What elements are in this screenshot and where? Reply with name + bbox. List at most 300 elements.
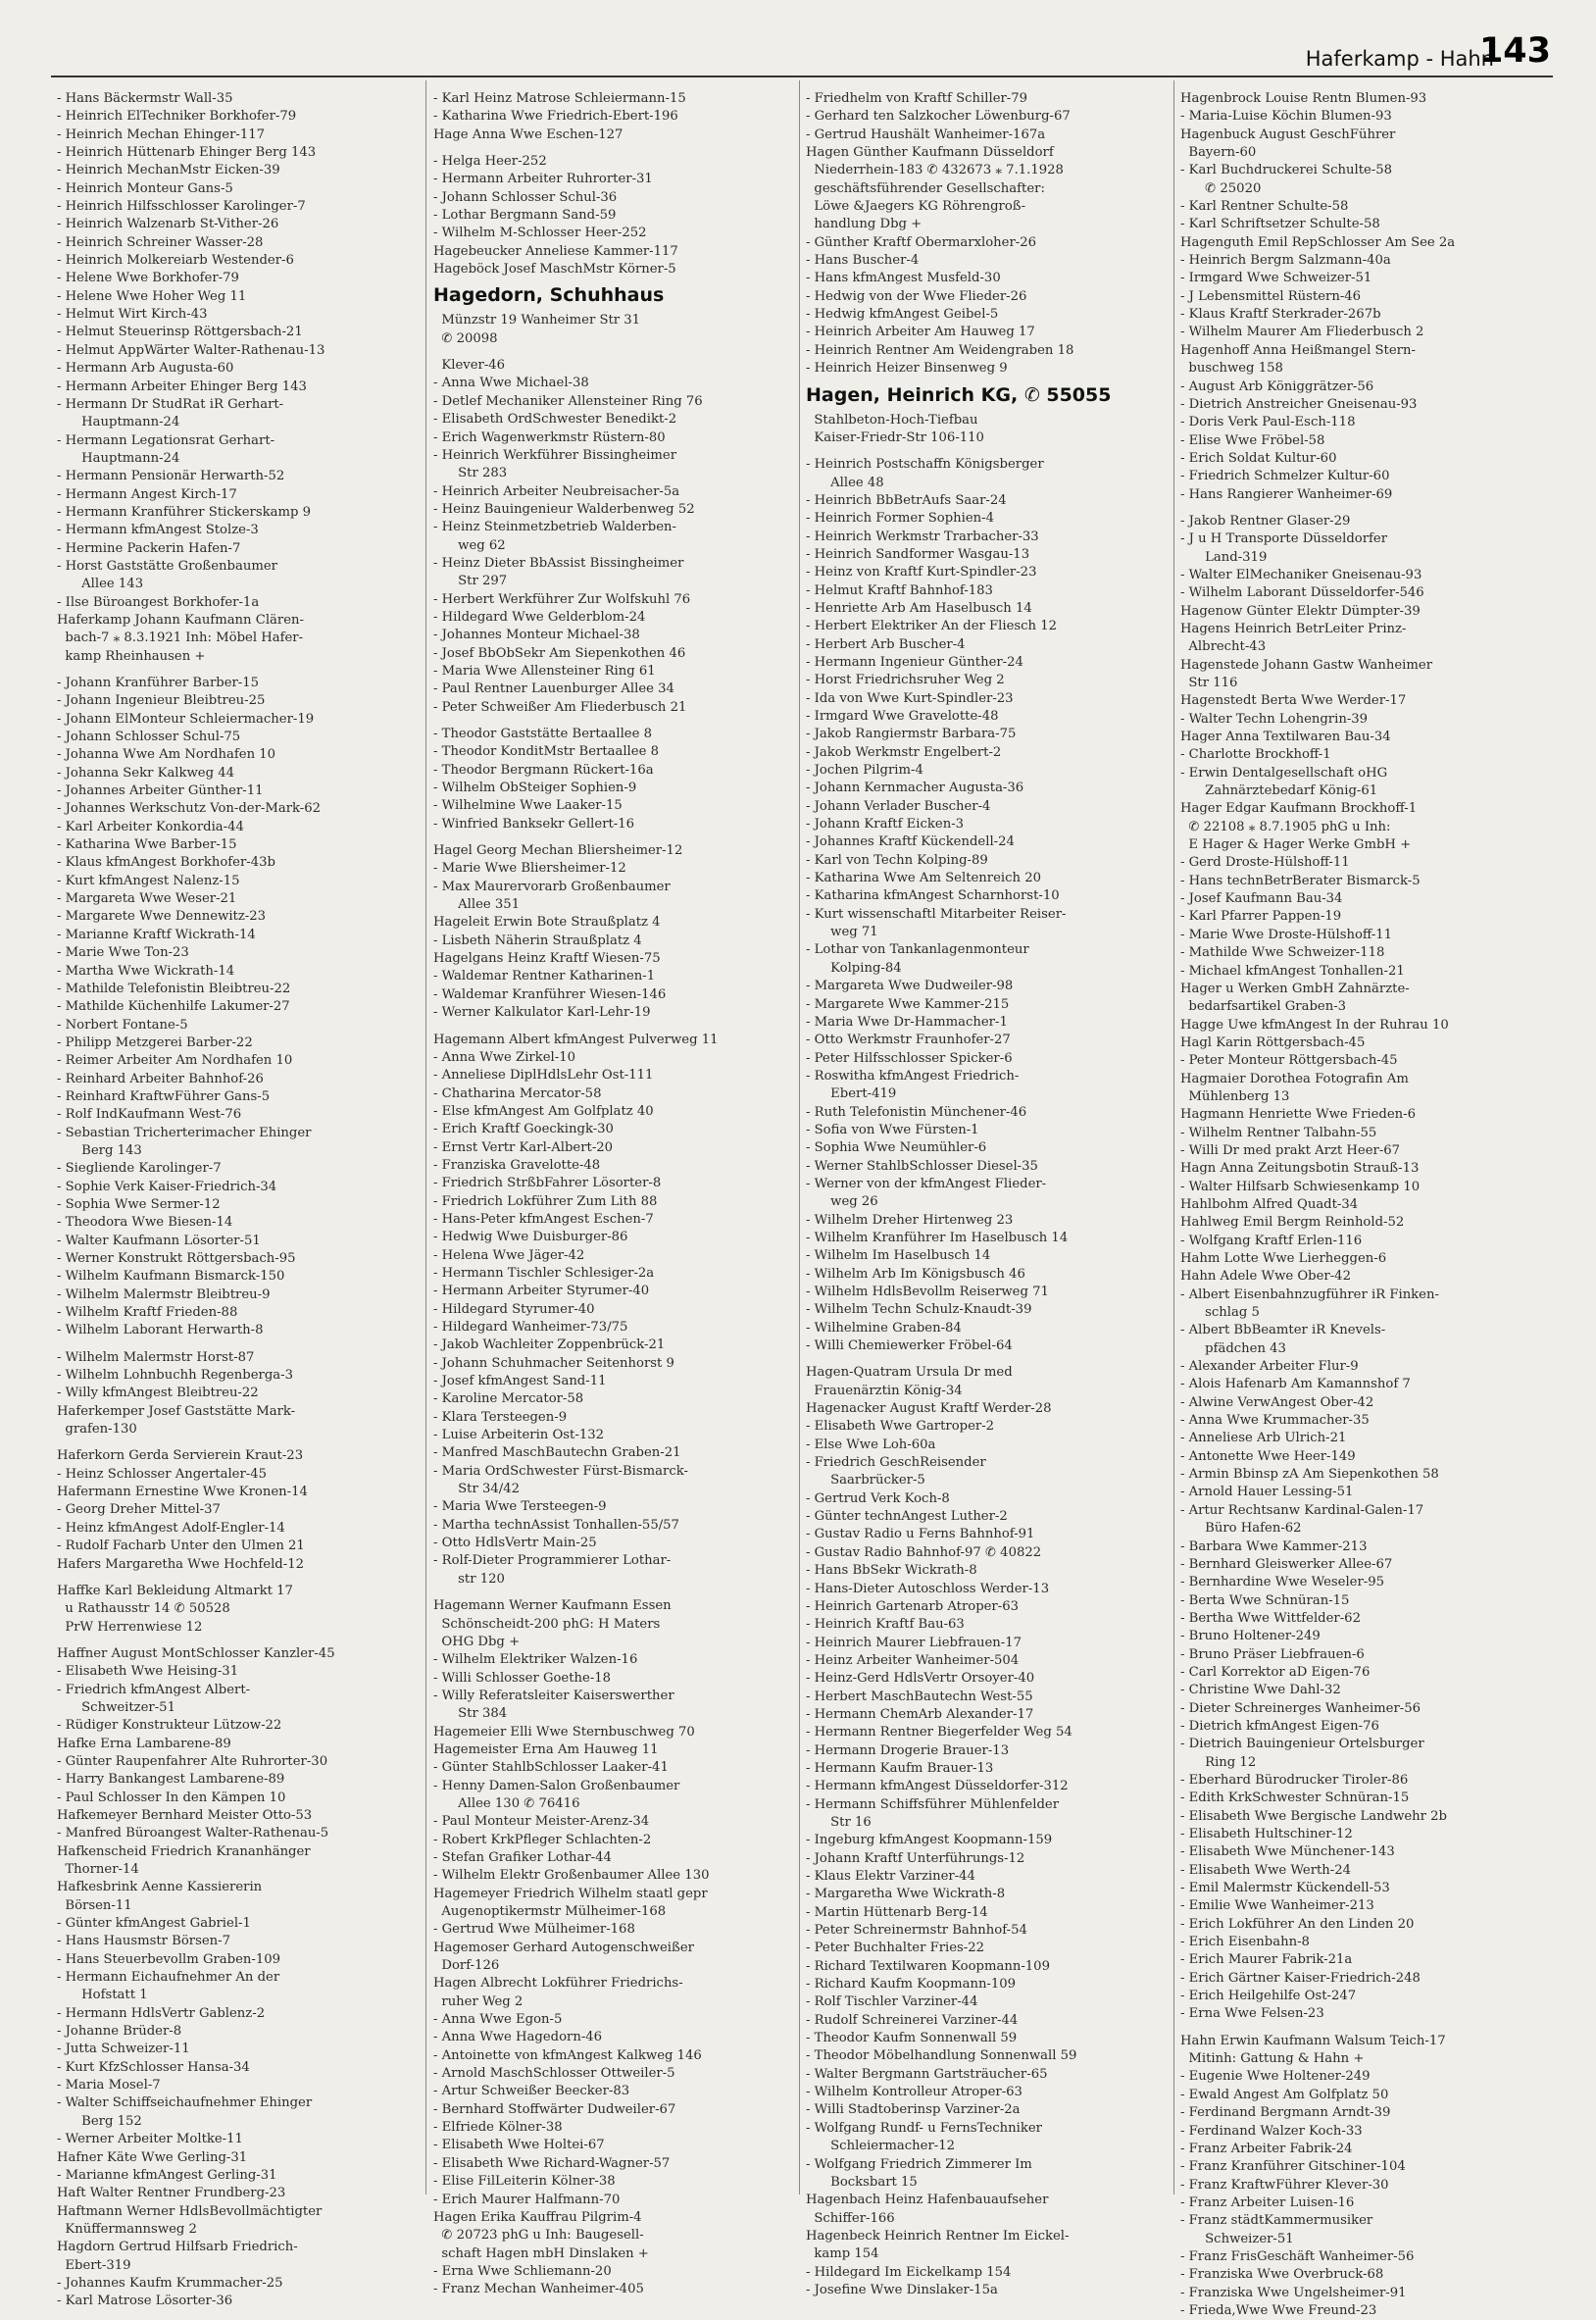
directory-entry: - Wilhelm Kaufmann Bismarck-150	[57, 1269, 285, 1285]
page-number: 143	[1478, 31, 1551, 71]
directory-entry: - Wilhelm Kraftf Frieden-88	[57, 1305, 238, 1321]
directory-entry: - Wilhelm Lohnbuchh Regenberga-3	[57, 1368, 293, 1384]
directory-entry: Frauenärztin König-34	[806, 1383, 963, 1398]
running-head: Haferkamp - Hahn	[1305, 47, 1494, 71]
header-rule	[51, 76, 1553, 77]
directory-entry: - Maria-Luise Köchin Blumen-93	[1180, 109, 1392, 125]
directory-column-3	[806, 90, 1165, 2299]
directory-entry: - Reinhard Arbeiter Bahnhof-26	[57, 1071, 264, 1086]
directory-entry: - Helga Heer-252	[433, 154, 547, 170]
directory-entry: OHG Dbg +	[433, 1634, 521, 1649]
directory-entry: Hagenguth Emil RepSchlosser Am See 2a	[1180, 234, 1456, 250]
directory-entry: - Lisbeth Näherin Straußplatz 4	[433, 933, 642, 948]
directory-entry: Klever-46	[433, 358, 506, 374]
directory-entry: Schleiermacher-12	[806, 2139, 956, 2154]
directory-entry: - Kurt KfzSchlosser Hansa-34	[57, 2059, 250, 2075]
directory-entry: - Erwin Dentalgesellschaft oHG	[1180, 765, 1388, 781]
directory-entry: pfädchen 43	[1180, 1340, 1286, 1356]
directory-entry: Hagdorn Gertrud Hilfsarb Friedrich-	[57, 2240, 298, 2255]
directory-entry: Hafkesbrink Aenne Kassiererin	[57, 1880, 263, 1895]
directory-entry: - Peter Schweißer Am Fliederbusch 21	[433, 699, 687, 715]
directory-entry: - Marie Wwe Bliersheimer-12	[433, 861, 626, 877]
directory-entry: - Heinz Dieter BbAssist Bissingheimer	[433, 555, 684, 571]
directory-entry: - Margarete Wwe Kammer-215	[806, 996, 1010, 1012]
directory-entry: - Jakob Wachleiter Zoppenbrück-21	[433, 1337, 666, 1353]
directory-entry: - Hans technBetrBerater Bismarck-5	[1180, 873, 1421, 888]
directory-entry: - Johann Kraftf Eicken-3	[806, 817, 965, 832]
directory-entry: Bayern-60	[1180, 145, 1257, 161]
directory-entry: grafen-130	[57, 1422, 137, 1437]
directory-entry: - Lothar von Tankanlagenmonteur	[806, 942, 1029, 958]
directory-entry: - Peter Monteur Röttgersbach-45	[1180, 1053, 1398, 1069]
directory-entry: Hagenbach Heinz Hafenbauaufseher	[806, 2193, 1049, 2208]
directory-entry: - Hermann Pensionär Herwarth-52	[57, 469, 285, 484]
directory-entry: Hauptmann-24	[57, 450, 180, 466]
directory-entry: - Martin Hüttenarb Berg-14	[806, 1904, 988, 1920]
directory-entry: - Hans Rangierer Wanheimer-69	[1180, 486, 1393, 502]
directory-entry: - Margareta Wwe Dudweiler-98	[806, 979, 1014, 994]
directory-entry: - Erich Maurer Halfmann-70	[433, 2192, 621, 2207]
directory-entry: - Johannes Werkschutz Von-der-Mark-62	[57, 801, 322, 817]
directory-entry: Schiffer-166	[806, 2210, 895, 2226]
directory-entry: Hafkemeyer Bernhard Meister Otto-53	[57, 1807, 313, 1823]
directory-entry: - Franziska Wwe Ungelsheimer-91	[1180, 2285, 1407, 2300]
directory-entry: - Franz Mechan Wanheimer-405	[433, 2282, 644, 2297]
directory-entry: - Erna Wwe Schliemann-20	[433, 2263, 612, 2279]
directory-entry: - Elisabeth Wwe Münchener-143	[1180, 1844, 1395, 1860]
directory-entry: - Henny Damen-Salon Großenbaumer	[433, 1778, 680, 1793]
directory-entry: - Werner von der kfmAngest Flieder-	[806, 1176, 1047, 1191]
directory-entry: - Bruno Präser Liebfrauen-6	[1180, 1646, 1365, 1662]
directory-entry: - Anna Wwe Krummacher-35	[1180, 1413, 1370, 1429]
directory-entry: - Theodor Möbelhandlung Sonnenwall 59	[806, 2048, 1077, 2064]
directory-entry: - Willi Chemiewerker Fröbel-64	[806, 1338, 1013, 1354]
directory-entry: - Anna Wwe Egon-5	[433, 2012, 563, 2028]
directory-entry: - Georg Dreher Mittel-37	[57, 1502, 221, 1518]
directory-entry: - Heinrich Schreiner Wasser-28	[57, 234, 264, 250]
directory-entry: - Reimer Arbeiter Am Nordhafen 10	[57, 1053, 293, 1069]
directory-entry: E Hager & Hager Werke GmbH +	[1180, 837, 1412, 853]
directory-entry: - Johanna Wwe Am Nordhafen 10	[57, 747, 276, 763]
directory-entry: - Chatharina Mercator-58	[433, 1085, 602, 1101]
directory-entry: - Reinhard KraftwFührer Gans-5	[57, 1088, 271, 1104]
directory-entry: - Walter Kaufmann Lösorter-51	[57, 1233, 261, 1248]
directory-entry: - Günter StahlbSchlosser Laaker-41	[433, 1760, 669, 1776]
directory-entry: - Gustav Radio u Ferns Bahnhof-91	[806, 1527, 1035, 1542]
directory-entry: Str 384	[433, 1706, 508, 1722]
directory-entry: - Franz städtKammermusiker	[1180, 2213, 1373, 2229]
directory-entry: - Anna Wwe Michael-38	[433, 376, 589, 391]
directory-entry: - Friedrich GeschReisender	[806, 1455, 986, 1471]
directory-entry: - Franz Arbeiter Fabrik-24	[1180, 2141, 1353, 2156]
directory-entry: Hage Anna Wwe Eschen-127	[433, 126, 623, 142]
directory-entry: - J u H Transporte Düsseldorfer	[1180, 531, 1388, 547]
directory-entry: - Karoline Mercator-58	[433, 1391, 584, 1407]
directory-entry: - Marie Wwe Droste-Hülshoff-11	[1180, 927, 1393, 942]
directory-entry: - Hermann Ingenieur Günther-24	[806, 654, 1023, 670]
directory-entry: - Maria Wwe Tersteegen-9	[433, 1499, 607, 1515]
directory-entry: Albrecht-43	[1180, 639, 1267, 655]
directory-entry: Hafermann Ernestine Wwe Kronen-14	[57, 1485, 308, 1500]
directory-entry: - Walter Schiffseichaufnehmer Ehinger	[57, 2095, 313, 2111]
directory-entry: - Willy Referatsleiter Kaiserswerther	[433, 1688, 674, 1703]
directory-entry: - Johann Verlader Buscher-4	[806, 798, 991, 814]
entry-gap	[1180, 504, 1539, 513]
directory-entry: - Martha Wwe Wickrath-14	[57, 963, 235, 979]
directory-entry: - Bertha Wwe Wittfelder-62	[1180, 1610, 1361, 1626]
directory-entry: - Wilhelm Techn Schulz-Knaudt-39	[806, 1302, 1032, 1318]
directory-entry: - Marianne kfmAngest Gerling-31	[57, 2167, 277, 2183]
directory-entry: - Heinrich Arbeiter Am Hauweg 17	[806, 325, 1035, 340]
directory-entry: - Erich Wagenwerkmstr Rüstern-80	[433, 429, 666, 445]
entry-gap	[806, 447, 1165, 456]
directory-entry: - Klara Tersteegen-9	[433, 1409, 568, 1425]
directory-entry: - Hermann Schiffsführer Mühlenfelder	[806, 1796, 1059, 1812]
directory-entry: - Wilhelm Elektriker Walzen-16	[433, 1652, 638, 1668]
directory-entry: Hahm Lotte Wwe Lierheggen-6	[1180, 1251, 1387, 1266]
directory-entry: - Sofia von Wwe Fürsten-1	[806, 1122, 979, 1137]
directory-entry: Dorf-126	[433, 1958, 500, 1974]
directory-entry: - Wilhelm Kontrolleur Atroper-63	[806, 2085, 1022, 2100]
directory-entry: Hahn Adele Wwe Ober-42	[1180, 1269, 1351, 1285]
directory-entry: Allee 143	[57, 577, 144, 592]
directory-entry: - Gerd Droste-Hülshoff-11	[1180, 855, 1350, 871]
directory-entry: Hagemeyer Friedrich Wilhelm staatl gepr	[433, 1886, 708, 1901]
directory-entry: - Irmgard Wwe Schweizer-51	[1180, 271, 1372, 286]
entry-gap	[433, 1023, 792, 1032]
directory-entry: - Norbert Fontane-5	[57, 1017, 188, 1033]
entry-gap	[433, 348, 792, 357]
directory-entry: - Sophia Wwe Neumühler-6	[806, 1140, 987, 1156]
directory-entry: ✆ 20723 phG u Inh: Baugesell-	[433, 2228, 644, 2244]
directory-entry: - Wilhelm Laborant Düsseldorfer-546	[1180, 585, 1424, 601]
directory-entry: - Erich Soldat Kultur-60	[1180, 450, 1337, 466]
directory-entry: - Heinrich Werkführer Bissingheimer	[433, 447, 677, 463]
entry-gap	[433, 717, 792, 726]
directory-entry: - Erich Eisenbahn-8	[1180, 1935, 1310, 1950]
directory-entry: - Werner Kalkulator Karl-Lehr-19	[433, 1005, 651, 1021]
directory-entry: geschäftsführender Gesellschafter:	[806, 180, 1045, 196]
directory-entry: - Albert BbBeamter iR Knevels-	[1180, 1323, 1386, 1338]
directory-entry: Hager Anna Textilwaren Bau-34	[1180, 730, 1391, 745]
directory-entry: - Karl Arbeiter Konkordia-44	[57, 819, 244, 834]
directory-entry: - Heinz Arbeiter Wanheimer-504	[806, 1652, 1020, 1668]
directory-entry: u Rathausstr 14 ✆ 50528	[57, 1601, 230, 1617]
directory-entry: - Erich Maurer Fabrik-21a	[1180, 1952, 1353, 1968]
directory-entry: weg 71	[806, 925, 878, 940]
directory-entry: buschweg 158	[1180, 361, 1283, 377]
directory-entry: - Hans Bäckermstr Wall-35	[57, 91, 233, 106]
directory-entry: Hagenbuck August GeschFührer	[1180, 126, 1396, 142]
column-divider	[1173, 80, 1174, 2194]
directory-entry: - Dietrich kfmAngest Eigen-76	[1180, 1718, 1379, 1734]
directory-entry: - Margareta Wwe Weser-21	[57, 891, 237, 907]
directory-entry: - Wilhelm Maurer Am Fliederbusch 2	[1180, 325, 1424, 340]
directory-entry: - Kurt kfmAngest Nalenz-15	[57, 873, 240, 888]
directory-entry: - Paul Schlosser In den Kämpen 10	[57, 1790, 286, 1805]
directory-entry: Hauptmann-24	[57, 415, 180, 430]
directory-entry: - Hildegard Im Eickelkamp 154	[806, 2264, 1012, 2280]
directory-entry: - Roswitha kfmAngest Friedrich-	[806, 1068, 1020, 1084]
directory-entry: Hagemeister Erna Am Hauweg 11	[433, 1741, 659, 1757]
directory-entry: - Karl Rentner Schulte-58	[1180, 199, 1349, 215]
directory-entry: - Berta Wwe Schnüran-15	[1180, 1592, 1350, 1608]
directory-column-2	[433, 90, 792, 2299]
directory-entry: - Margarete Wwe Dennewitz-23	[57, 909, 267, 925]
directory-entry: - Heinz-Gerd HdlsVertr Orsoyer-40	[806, 1671, 1035, 1687]
directory-entry: Hafers Margaretha Wwe Hochfeld-12	[57, 1556, 304, 1572]
directory-entry: Hagge Uwe kfmAngest In der Ruhrau 10	[1180, 1017, 1449, 1033]
directory-entry: Hagenbeck Heinrich Rentner Im Eickel-	[806, 2228, 1070, 2244]
directory-entry: - Johann Schuhmacher Seitenhorst 9	[433, 1355, 674, 1371]
directory-entry: - Jochen Pilgrim-4	[806, 763, 923, 779]
directory-entry: - Theodor Bergmann Rückert-16a	[433, 762, 654, 778]
directory-entry: - Antonette Wwe Heer-149	[1180, 1448, 1356, 1464]
directory-entry: kamp 154	[806, 2246, 879, 2262]
directory-entry: - Marie Wwe Ton-23	[57, 945, 189, 961]
directory-entry: - Johann Schlosser Schul-75	[57, 730, 241, 745]
directory-entry: - Hermann Arbeiter Styrumer-40	[433, 1284, 650, 1299]
directory-entry: - Mathilde Wwe Schweizer-118	[1180, 945, 1385, 961]
directory-entry: - Rolf Tischler Varziner-44	[806, 1994, 978, 2010]
directory-entry: - Herbert Arb Buscher-4	[806, 636, 966, 652]
directory-entry: - Otto HdlsVertr Main-25	[433, 1536, 597, 1551]
directory-entry: - Hermann HdlsVertr Gablenz-2	[57, 2005, 266, 2021]
directory-entry: - Heinrich Mechan Ehinger-117	[57, 126, 265, 142]
directory-entry: - Hans-Dieter Autoschloss Werder-13	[806, 1581, 1050, 1596]
directory-entry: - Rolf IndKaufmann West-76	[57, 1107, 242, 1123]
directory-entry: Ebert-419	[806, 1086, 897, 1102]
directory-entry: Hagl Karin Röttgersbach-45	[1180, 1034, 1366, 1050]
directory-entry: - Waldemar Kranführer Wiesen-146	[433, 986, 667, 1002]
directory-entry: bedarfsartikel Graben-3	[1180, 999, 1347, 1015]
directory-entry: - Rudolf Schreinerei Varziner-44	[806, 2012, 1019, 2028]
entry-gap	[433, 833, 792, 842]
directory-entry: - Siegliende Karolinger-7	[57, 1161, 222, 1177]
directory-entry: ✆ 22108 ⁎ 8.7.1905 phG u Inh:	[1180, 819, 1391, 834]
directory-entry: - Johann Kraftf Unterführungs-12	[806, 1850, 1025, 1866]
directory-entry: - Maria Mosel-7	[57, 2078, 161, 2093]
directory-entry: Hahlbohm Alfred Quadt-34	[1180, 1196, 1359, 1212]
directory-entry: - Walter Bergmann Gartsträucher-65	[806, 2066, 1048, 2082]
directory-entry: - Friedrich Schmelzer Kultur-60	[1180, 469, 1390, 484]
directory-entry: - Johanne Brüder-8	[57, 2024, 182, 2040]
directory-entry: - Theodora Wwe Biesen-14	[57, 1215, 233, 1231]
directory-entry: - Heinrich Maurer Liebfrauen-17	[806, 1635, 1022, 1650]
directory-entry: Hahn Erwin Kaufmann Walsum Teich-17	[1180, 2033, 1446, 2048]
directory-entry: - Hermann Eichaufnehmer An der	[57, 1970, 280, 1986]
directory-entry: Ring 12	[1180, 1754, 1257, 1770]
directory-entry: - Artur Rechtsanw Kardinal-Galen-17	[1180, 1502, 1424, 1518]
directory-entry: - Erich Gärtner Kaiser-Friedrich-248	[1180, 1970, 1421, 1986]
directory-entry: - Christine Wwe Dahl-32	[1180, 1683, 1341, 1698]
directory-entry: - Wilhelm M-Schlosser Heer-252	[433, 226, 647, 241]
directory-entry: - Erich Heilgehilfe Ost-247	[1180, 1989, 1357, 2004]
directory-entry: - Hermann Kranführer Stickerskamp 9	[57, 504, 311, 520]
directory-entry: - Katharina Wwe Am Seltenreich 20	[806, 871, 1041, 886]
directory-entry: PrW Herrenwiese 12	[57, 1619, 203, 1635]
directory-entry: Allee 351	[433, 897, 521, 913]
directory-entry: Bocksbart 15	[806, 2174, 918, 2190]
directory-entry: - Rolf-Dieter Programmierer Lothar-	[433, 1553, 672, 1569]
directory-entry: - Heinrich Hilfsschlosser Karolinger-7	[57, 199, 306, 215]
directory-entry: - Ilse Büroangest Borkhofer-1a	[57, 594, 260, 610]
directory-entry: - Elisabeth Wwe Werth-24	[1180, 1862, 1352, 1878]
directory-entry: - Elisabeth Wwe Holtei-67	[433, 2138, 605, 2153]
directory-entry: - Willi Schlosser Goethe-18	[433, 1670, 612, 1686]
directory-entry: - Hildegard Wwe Gelderblom-24	[433, 609, 646, 625]
directory-entry: - Erich Kraftf Goeckingk-30	[433, 1122, 614, 1137]
directory-entry: - Margaretha Wwe Wickrath-8	[806, 1887, 1006, 1902]
directory-entry: - Hermann Arb Augusta-60	[57, 361, 234, 377]
directory-entry: - Günter Raupenfahrer Alte Ruhrorter-30	[57, 1753, 328, 1769]
directory-entry: weg 26	[806, 1194, 878, 1210]
directory-entry: - Manfred Büroangest Walter-Rathenau-5	[57, 1826, 329, 1841]
directory-entry: - Ruth Telefonistin Münchener-46	[806, 1104, 1027, 1120]
directory-entry: - Mathilde Küchenhilfe Lakumer-27	[57, 999, 290, 1015]
directory-entry: - Stefan Grafiker Lothar-44	[433, 1849, 612, 1865]
directory-entry: - Elisabeth OrdSchwester Benedikt-2	[433, 412, 677, 428]
directory-entry: - Heinrich Kraftf Bau-63	[806, 1617, 965, 1633]
directory-entry: Büro Hafen-62	[1180, 1521, 1302, 1537]
directory-entry: - Willi Dr med prakt Arzt Heer-67	[1180, 1142, 1401, 1158]
directory-entry: - Herbert MaschBautechn West-55	[806, 1689, 1033, 1704]
directory-entry: - Heinrich Monteur Gans-5	[57, 180, 233, 196]
directory-entry: - Doris Verk Paul-Esch-118	[1180, 415, 1356, 430]
page-header	[59, 27, 1551, 76]
directory-entry: Hagens Heinrich BetrLeiter Prinz-	[1180, 621, 1407, 636]
directory-entry: - Dietrich Anstreicher Gneisenau-93	[1180, 396, 1418, 412]
directory-entry: - Karl von Techn Kolping-89	[806, 852, 988, 868]
directory-entry: - Henriette Arb Am Haselbusch 14	[806, 600, 1032, 616]
directory-entry: - Hermann Angest Kirch-17	[57, 486, 237, 502]
directory-entry: - Elise FilLeiterin Kölner-38	[433, 2174, 616, 2190]
directory-entry: - Elisabeth Wwe Heising-31	[57, 1664, 239, 1680]
directory-entry: - Heinrich ElTechniker Borkhofer-79	[57, 109, 297, 125]
directory-entry: ruher Weg 2	[433, 1993, 524, 2009]
directory-entry: - Maria Wwe Allensteiner Ring 61	[433, 663, 656, 679]
directory-entry: - Bernhard Stoffwärter Dudweiler-67	[433, 2101, 676, 2117]
directory-entry: - Heinrich Bergm Salzmann-40a	[1180, 253, 1391, 269]
directory-entry: - Günther Kraftf Obermarxloher-26	[806, 234, 1036, 250]
directory-entry: - Franziska Gravelotte-48	[433, 1157, 601, 1173]
directory-entry: Hagmann Henriette Wwe Frieden-6	[1180, 1107, 1416, 1123]
directory-entry: - Hermann Drogerie Brauer-13	[806, 1742, 1010, 1758]
directory-entry: - Peter Hilfsschlosser Spicker-6	[806, 1050, 1013, 1066]
directory-entry: - Ernst Vertr Karl-Albert-20	[433, 1139, 614, 1155]
directory-entry: Hagen Günther Kaufmann Düsseldorf	[806, 145, 1054, 161]
directory-entry: Börsen-11	[57, 1897, 132, 1913]
directory-entry: - Heinrich Gartenarb Atroper-63	[806, 1598, 1019, 1614]
directory-entry: - Johann Kernmacher Augusta-36	[806, 781, 1024, 796]
directory-entry: - Albert Eisenbahnzugführer iR Finken-	[1180, 1286, 1439, 1302]
directory-entry: - Waldemar Rentner Katharinen-1	[433, 969, 656, 984]
directory-entry: - Carl Korrektor aD Eigen-76	[1180, 1664, 1371, 1680]
directory-entry: - Josefine Wwe Dinslaker-15a	[806, 2282, 998, 2297]
directory-entry: Berg 143	[57, 1142, 142, 1158]
directory-entry: Hagenhoff Anna Heißmangel Stern-	[1180, 342, 1416, 358]
directory-entry: - Heinrich MechanMstr Eicken-39	[57, 163, 280, 178]
directory-entry: - Ingeburg kfmAngest Koopmann-159	[806, 1833, 1053, 1848]
directory-entry: - Wilhelm Malermstr Horst-87	[57, 1349, 255, 1365]
directory-entry: - Hermann kfmAngest Stolze-3	[57, 523, 259, 538]
directory-entry: - Else kfmAngest Am Golfplatz 40	[433, 1103, 654, 1119]
directory-entry: - Hermann Dr StudRat iR Gerhart-	[57, 396, 284, 412]
directory-entry: Schönscheidt-200 phG: H Maters	[433, 1616, 661, 1632]
directory-entry: - Franziska Wwe Overbruck-68	[1180, 2267, 1384, 2283]
directory-entry: - Hildegard Wanheimer-73/75	[433, 1320, 628, 1335]
directory-entry: Haft Walter Rentner Frundberg-23	[57, 2186, 286, 2201]
directory-entry: - Jakob Werkmstr Engelbert-2	[806, 744, 1002, 760]
directory-entry: - Gustav Radio Bahnhof-97 ✆ 40822	[806, 1544, 1042, 1560]
directory-entry: Niederrhein-183 ✆ 432673 ⁎ 7.1.1928	[806, 163, 1064, 178]
directory-entry: - Hermine Packerin Hafen-7	[57, 540, 241, 556]
directory-entry: - Helmut Kraftf Bahnhof-183	[806, 582, 993, 598]
directory-entry: - Heinrich Walzenarb St-Vither-26	[57, 217, 279, 232]
directory-entry: - Paul Rentner Lauenburger Allee 34	[433, 681, 674, 697]
directory-entry: - Wilhelm Im Haselbusch 14	[806, 1248, 991, 1264]
directory-entry: Hagemann Werner Kaufmann Essen	[433, 1598, 672, 1614]
directory-entry: - Elisabeth Wwe Gartroper-2	[806, 1419, 995, 1435]
directory-entry: - Klaus Elektr Varziner-44	[806, 1869, 975, 1884]
directory-entry: - Wolfgang Rundf- u FernsTechniker	[806, 2120, 1042, 2136]
directory-entry: - Wolfgang Friedrich Zimmerer Im	[806, 2156, 1032, 2172]
directory-entry: - Luise Arbeiterin Ost-132	[433, 1428, 604, 1443]
directory-entry: bach-7 ⁎ 8.3.1921 Inh: Möbel Hafer-	[57, 630, 304, 646]
directory-entry: - Peter Buchhalter Fries-22	[806, 1941, 985, 1956]
directory-entry: Haferkamp Johann Kaufmann Clären-	[57, 612, 304, 628]
directory-entry: - Wolfgang Kraftf Erlen-116	[1180, 1233, 1363, 1248]
directory-entry: - Wilhelmine Graben-84	[806, 1320, 962, 1336]
directory-entry: - Bernhardine Wwe Weseler-95	[1180, 1575, 1385, 1590]
directory-entry: - Wilhelm ObSteiger Sophien-9	[433, 781, 637, 796]
directory-entry: - Gerhard ten Salzkocher Löwenburg-67	[806, 109, 1071, 125]
directory-entry: Hager Edgar Kaufmann Brockhoff-1	[1180, 801, 1418, 817]
directory-entry: Hagebeucker Anneliese Kammer-117	[433, 243, 678, 259]
directory-entry: Hofstatt 1	[57, 1988, 148, 2003]
directory-entry: Augenoptikermstr Mülheimer-168	[433, 1904, 667, 1919]
directory-entry: - Heinz Bauingenieur Walderbenweg 52	[433, 501, 695, 517]
directory-entry: - Elisabeth Wwe Richard-Wagner-57	[433, 2155, 671, 2171]
directory-entry: - Hans BbSekr Wickrath-8	[806, 1563, 977, 1579]
directory-entry: - Hermann ChemArb Alexander-17	[806, 1706, 1034, 1722]
directory-entry: Mitinh: Gattung & Hahn +	[1180, 2051, 1365, 2067]
directory-entry: - Elfriede Kölner-38	[433, 2120, 563, 2136]
directory-entry: - Franz Arbeiter Luisen-16	[1180, 2194, 1355, 2210]
directory-entry: - Friedrich StrßbFahrer Lösorter-8	[433, 1176, 662, 1191]
directory-entry: - Theodor Kaufm Sonnenwall 59	[806, 2031, 1018, 2046]
directory-entry: - Sophie Verk Kaiser-Friedrich-34	[57, 1179, 277, 1194]
directory-entry: - Johannes Kraftf Kückendell-24	[806, 834, 1015, 850]
directory-entry: - Walter Techn Lohengrin-39	[1180, 711, 1369, 727]
directory-entry: Zahnärztebedarf König-61	[1180, 783, 1378, 799]
directory-entry: - Dietrich Bauingenieur Ortelsburger	[1180, 1737, 1424, 1752]
directory-entry: - Edith KrkSchwester Schnüran-15	[1180, 1790, 1410, 1806]
directory-entry: - Emilie Wwe Wanheimer-213	[1180, 1898, 1374, 1914]
directory-entry: - Johann ElMonteur Schleiermacher-19	[57, 711, 315, 727]
directory-entry: - Karl Heinz Matrose Schleiermann-15	[433, 91, 686, 106]
directory-entry: - Maria Wwe Dr-Hammacher-1	[806, 1014, 1008, 1030]
directory-entry: Haferkemper Josef Gaststätte Mark-	[57, 1403, 296, 1419]
directory-entry: Hagenbrock Louise Rentn Blumen-93	[1180, 91, 1427, 106]
directory-entry: - Johann Ingenieur Bleibtreu-25	[57, 693, 266, 709]
directory-entry: Str 116	[1180, 676, 1238, 690]
directory-entry: - Maria OrdSchwester Fürst-Bismarck-	[433, 1463, 688, 1479]
directory-entry: - Hans Buscher-4	[806, 253, 920, 269]
directory-entry: - Theodor Gaststätte Bertaallee 8	[433, 727, 652, 741]
directory-entry: - Werner Konstrukt Röttgersbach-95	[57, 1251, 296, 1266]
directory-entry: Hagemoser Gerhard Autogenschweißer	[433, 1940, 694, 1955]
